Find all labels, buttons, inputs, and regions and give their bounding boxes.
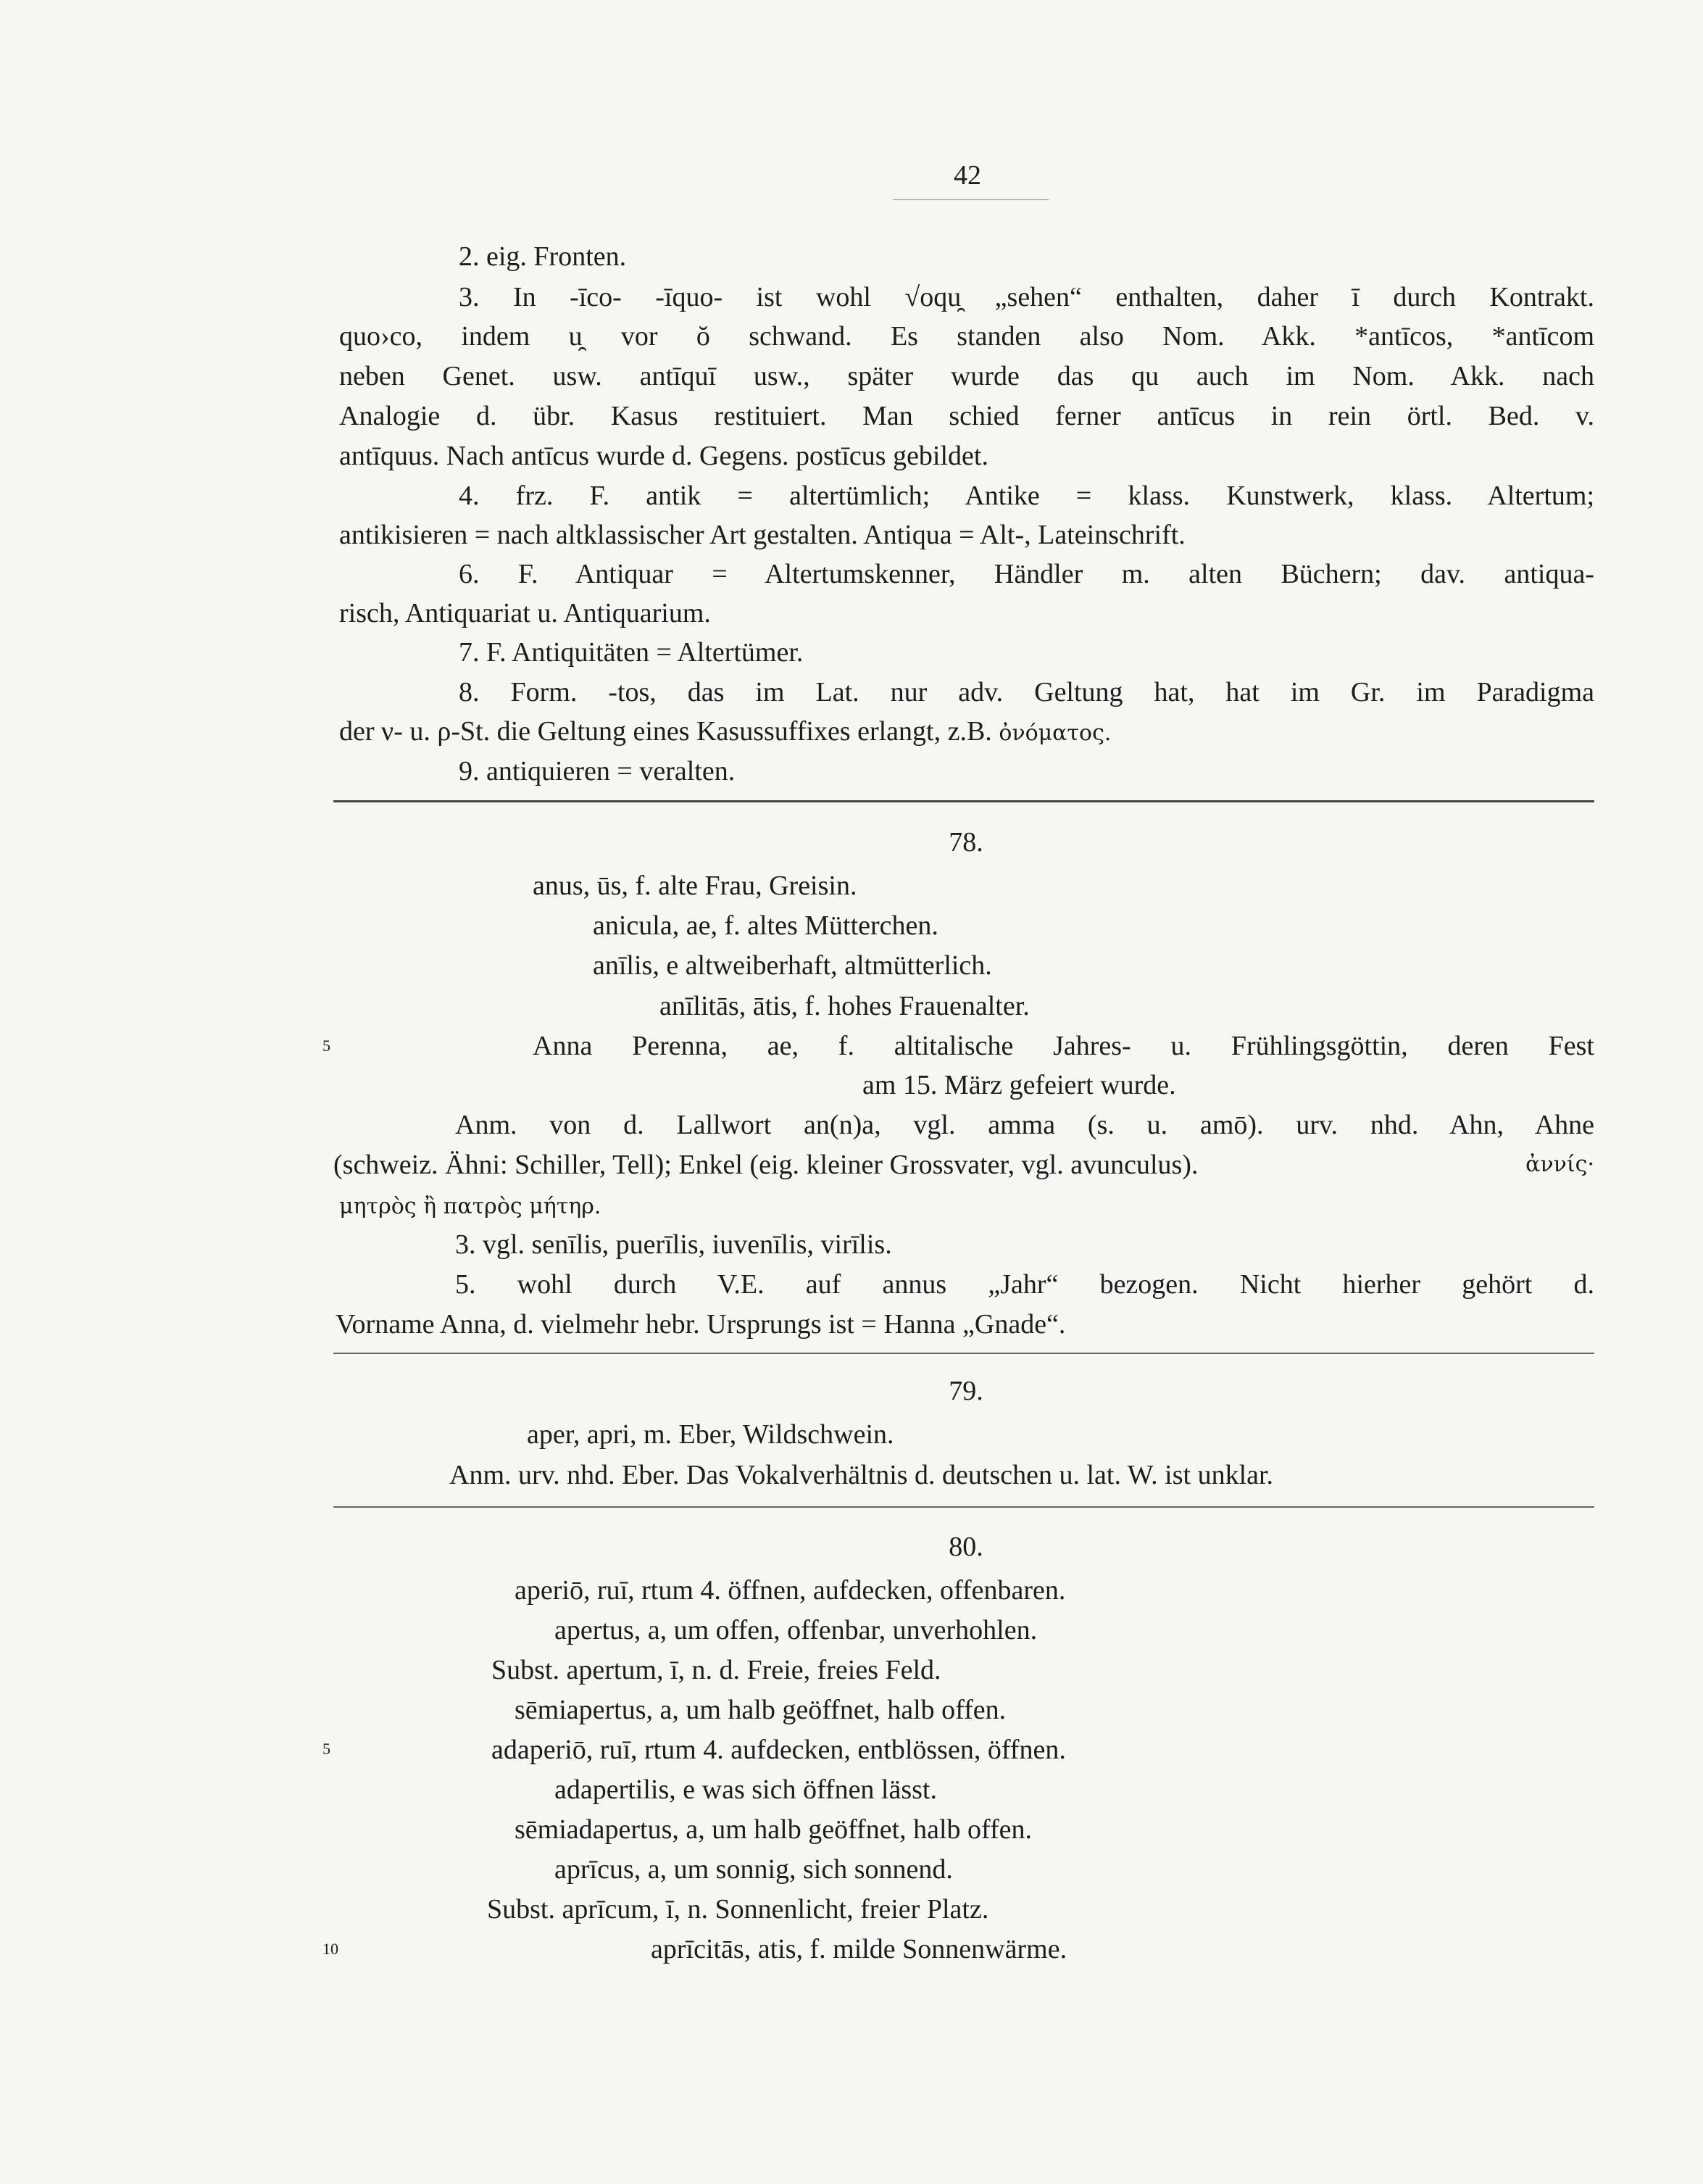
greek-word: ἀννίς· bbox=[1525, 1152, 1594, 1177]
section-number-80: 80. bbox=[949, 1532, 983, 1562]
note-line: antīquus. Nach antīcus wurde d. Gegens. postīcus gebildet. bbox=[339, 441, 988, 471]
note-line: 3. vgl. senīlis, puerīlis, iuvenīlis, virīlis. bbox=[455, 1229, 892, 1260]
note-line: Anm. von d. Lallwort an(n)a, vgl. amma (s. u. amō). urv. nhd. Ahn, Ahne bbox=[455, 1110, 1594, 1140]
entry-line: Anna Perenna, ae, f. altitalische Jahres- u. Frühlingsgöttin, deren Fest bbox=[533, 1031, 1594, 1061]
note-line: 6. F. Antiquar = Altertumskenner, Händler m. alten Büchern; dav. antiqua- bbox=[459, 559, 1594, 589]
note-line: 9. antiquieren = veralten. bbox=[459, 756, 736, 786]
entry-line: aprīcitās, atis, f. milde Sonnenwärme. bbox=[651, 1934, 1067, 1964]
note-line: Analogie d. übr. Kasus restituiert. Man schied ferner antīcus in rein örtl. Bed. v. bbox=[339, 401, 1594, 431]
section-divider bbox=[333, 1353, 1594, 1354]
entry-line: anīlitās, ātis, f. hohes Frauenalter. bbox=[659, 991, 1030, 1021]
margin-line-number: 10 bbox=[322, 1940, 338, 1958]
note-line: 8. Form. -tos, das im Lat. nur adv. Geltung hat, hat im Gr. im Paradigma bbox=[459, 677, 1594, 707]
entry-line: adapertilis, e was sich öffnen lässt. bbox=[554, 1774, 937, 1805]
page-number-rule bbox=[893, 199, 1049, 200]
section-divider bbox=[333, 800, 1594, 802]
entry-line: Anm. urv. nhd. Eber. Das Vokalverhältnis d. deutschen u. lat. W. ist unklar. bbox=[449, 1460, 1274, 1490]
entry-line: Subst. apertum, ī, n. d. Freie, freies Feld. bbox=[491, 1655, 941, 1685]
note-line: Vorname Anna, d. vielmehr hebr. Ursprungs ist = Hanna „Gnade“. bbox=[336, 1309, 1066, 1340]
entry-line: sēmiapertus, a, um halb geöffnet, halb offen. bbox=[515, 1695, 1007, 1725]
entry-line: aper, apri, m. Eber, Wildschwein. bbox=[527, 1419, 894, 1450]
greek-word: ὀνόματος. bbox=[999, 721, 1112, 746]
entry-line: apertus, a, um offen, offenbar, unverhohlen. bbox=[554, 1615, 1038, 1645]
note-line: risch, Antiquariat u. Antiquarium. bbox=[339, 598, 711, 628]
section-divider bbox=[333, 1506, 1594, 1508]
entry-line: anīlis, e altweiberhaft, altmütterlich. bbox=[593, 950, 992, 981]
section-number-78: 78. bbox=[949, 827, 983, 858]
entry-line: aprīcus, a, um sonnig, sich sonnend. bbox=[554, 1854, 953, 1885]
entry-line: adaperiō, ruī, rtum 4. aufdecken, entblössen, öffnen. bbox=[491, 1735, 1066, 1765]
note-line bbox=[339, 1187, 601, 1224]
note-line: 5. wohl durch V.E. auf annus „Jahr“ bezogen. Nicht hierher gehört d. bbox=[455, 1269, 1594, 1300]
note-text: (schweiz. Ähni: Schiller, Tell); Enkel (eig. kleiner Grossvater, vgl. avunculus). bbox=[333, 1150, 1199, 1180]
note-line: 2. eig. Fronten. bbox=[459, 241, 627, 272]
note-line: quo›co, indem u̯ vor ŏ schwand. Es standen also Nom. Akk. *antīcos, *antīcom bbox=[339, 321, 1594, 352]
note-line: 4. frz. F. antik = altertümlich; Antike = klass. Kunstwerk, klass. Altertum; bbox=[459, 481, 1594, 511]
entry-line: anicula, ae, f. altes Mütterchen. bbox=[593, 910, 938, 941]
entry-line: aperiō, ruī, rtum 4. öffnen, aufdecken, offenbaren. bbox=[515, 1575, 1066, 1606]
entry-line: Subst. aprīcum, ī, n. Sonnenlicht, freier Platz. bbox=[487, 1894, 989, 1925]
section-number-79: 79. bbox=[949, 1376, 983, 1406]
note-line: antikisieren = nach altklassischer Art gestalten. Antiqua = Alt-, Lateinschrift. bbox=[339, 520, 1186, 550]
entry-line: am 15. März gefeiert wurde. bbox=[862, 1070, 1176, 1100]
note-text: der ν- u. ρ-St. die Geltung eines Kasussuffixes erlangt, z.B. bbox=[339, 716, 992, 747]
entry-line: anus, ūs, f. alte Frau, Greisin. bbox=[533, 871, 857, 901]
note-line bbox=[333, 1147, 1594, 1182]
note-line bbox=[339, 714, 1111, 751]
note-line: 3. In -īco- -īquo- ist wohl √oqu̯ „sehen“ enthalten, daher ī durch Kontrakt. bbox=[459, 282, 1594, 312]
note-line: 7. F. Antiquitäten = Altertümer. bbox=[459, 637, 804, 668]
greek-phrase: μητρὸς ἢ πατρὸς μήτηρ. bbox=[339, 1194, 601, 1219]
margin-line-number: 5 bbox=[322, 1037, 330, 1055]
note-line: neben Genet. usw. antīquī usw., später wurde das qu auch im Nom. Akk. nach bbox=[339, 361, 1594, 391]
entry-line: sēmiadapertus, a, um halb geöffnet, halb offen. bbox=[515, 1814, 1033, 1845]
margin-line-number: 5 bbox=[322, 1740, 330, 1758]
page-number: 42 bbox=[954, 160, 981, 191]
